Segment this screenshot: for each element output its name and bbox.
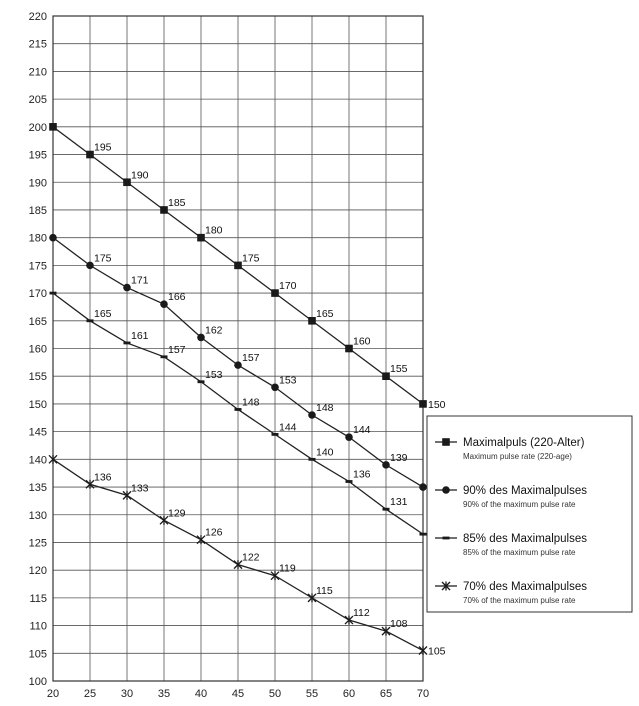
y-tick-label: 130 bbox=[28, 509, 47, 522]
y-tick-label: 100 bbox=[28, 676, 47, 688]
data-label: 162 bbox=[205, 324, 223, 337]
data-label: 150 bbox=[428, 398, 446, 411]
y-tick-label: 215 bbox=[28, 38, 47, 51]
data-label: 165 bbox=[316, 307, 334, 320]
legend-sublabel: 90% of the maximum pulse rate bbox=[463, 500, 576, 509]
y-tick-label: 175 bbox=[28, 260, 47, 273]
data-label: 175 bbox=[94, 252, 112, 265]
x-tick-label: 60 bbox=[342, 688, 356, 700]
data-point bbox=[345, 433, 353, 441]
y-tick-label: 180 bbox=[28, 232, 47, 245]
data-label: 185 bbox=[168, 196, 186, 209]
data-point bbox=[123, 284, 131, 292]
data-point bbox=[383, 508, 390, 511]
legend-label: 90% des Maximalpulses bbox=[463, 485, 588, 497]
data-label: 136 bbox=[353, 468, 371, 481]
y-tick-label: 165 bbox=[28, 315, 47, 328]
data-label: 180 bbox=[205, 224, 223, 237]
data-point bbox=[161, 355, 168, 358]
y-tick-label: 170 bbox=[28, 288, 47, 301]
y-tick-label: 145 bbox=[28, 426, 47, 439]
x-axis-ticks bbox=[47, 688, 429, 700]
data-point bbox=[86, 151, 94, 159]
data-point bbox=[160, 516, 168, 525]
y-tick-label: 150 bbox=[28, 398, 47, 411]
y-tick-label: 160 bbox=[28, 343, 47, 356]
y-tick-label: 110 bbox=[29, 620, 47, 633]
y-tick-label: 195 bbox=[28, 149, 47, 162]
data-point bbox=[346, 480, 353, 483]
x-tick-label: 70 bbox=[416, 688, 430, 700]
legend-label: Maximalpuls (220-Alter) bbox=[463, 437, 585, 449]
data-point bbox=[420, 533, 427, 536]
legend-marker bbox=[442, 486, 450, 494]
data-point bbox=[419, 646, 427, 655]
data-label: 190 bbox=[131, 169, 149, 182]
x-tick-label: 25 bbox=[83, 688, 97, 700]
data-point bbox=[271, 571, 279, 580]
data-point bbox=[419, 400, 427, 408]
data-label: 144 bbox=[353, 424, 371, 437]
data-point bbox=[197, 334, 205, 342]
data-label: 115 bbox=[316, 584, 333, 597]
legend-marker bbox=[443, 537, 450, 540]
data-point bbox=[271, 383, 279, 391]
data-label: 133 bbox=[131, 482, 149, 495]
data-point bbox=[271, 289, 279, 297]
data-label: 175 bbox=[242, 252, 260, 265]
data-point bbox=[49, 123, 57, 131]
data-point bbox=[86, 480, 94, 489]
data-label: 160 bbox=[353, 335, 371, 348]
data-point bbox=[123, 491, 131, 500]
data-label: 153 bbox=[205, 368, 223, 381]
data-point bbox=[419, 483, 427, 491]
data-label: 126 bbox=[205, 526, 223, 539]
x-tick-label: 50 bbox=[268, 688, 282, 700]
y-tick-label: 115 bbox=[29, 592, 47, 605]
data-point bbox=[197, 234, 205, 242]
data-label: 144 bbox=[279, 421, 297, 434]
data-label: 195 bbox=[94, 141, 112, 154]
data-label: 122 bbox=[242, 551, 260, 564]
data-label: 171 bbox=[131, 274, 149, 287]
y-tick-label: 105 bbox=[28, 648, 47, 661]
grid bbox=[53, 16, 423, 681]
data-label: 148 bbox=[242, 396, 260, 409]
data-label: 136 bbox=[94, 471, 112, 484]
data-label: 157 bbox=[242, 352, 260, 365]
data-label: 153 bbox=[279, 374, 297, 387]
y-tick-label: 155 bbox=[28, 371, 47, 384]
data-point bbox=[124, 342, 131, 345]
y-tick-label: 210 bbox=[28, 66, 47, 79]
x-tick-label: 65 bbox=[379, 688, 393, 700]
data-point bbox=[160, 206, 168, 214]
data-label: 165 bbox=[94, 307, 112, 320]
data-label: 131 bbox=[390, 496, 408, 509]
y-tick-label: 205 bbox=[28, 94, 47, 107]
data-label: 170 bbox=[279, 280, 297, 293]
y-tick-label: 120 bbox=[28, 565, 47, 578]
x-tick-label: 20 bbox=[46, 688, 60, 700]
data-point bbox=[234, 262, 242, 270]
data-point bbox=[272, 433, 279, 436]
x-tick-label: 45 bbox=[231, 688, 245, 700]
data-point bbox=[308, 317, 316, 325]
data-label: 119 bbox=[279, 562, 296, 575]
data-point bbox=[198, 380, 205, 383]
x-tick-label: 40 bbox=[194, 688, 208, 700]
data-point bbox=[234, 560, 242, 569]
data-point bbox=[345, 616, 353, 625]
x-tick-label: 55 bbox=[305, 688, 319, 700]
x-tick-label: 35 bbox=[157, 688, 171, 700]
y-tick-label: 185 bbox=[28, 204, 47, 217]
y-tick-label: 190 bbox=[28, 177, 47, 190]
data-label: 112 bbox=[353, 607, 370, 620]
y-tick-label: 125 bbox=[28, 537, 47, 550]
data-point bbox=[160, 300, 168, 308]
data-point bbox=[234, 361, 242, 369]
legend bbox=[427, 416, 632, 612]
data-point bbox=[308, 411, 316, 419]
data-point bbox=[345, 345, 353, 353]
data-point bbox=[50, 292, 57, 295]
data-point bbox=[382, 627, 390, 636]
data-label: 108 bbox=[390, 618, 408, 631]
data-label: 139 bbox=[390, 451, 408, 464]
x-tick-label: 30 bbox=[120, 688, 134, 700]
data-label: 166 bbox=[168, 291, 186, 304]
legend-sublabel: 85% of the maximum pulse rate bbox=[463, 548, 576, 557]
data-label: 157 bbox=[168, 343, 186, 356]
y-tick-label: 140 bbox=[28, 454, 47, 467]
data-point bbox=[382, 461, 390, 469]
data-point bbox=[86, 262, 94, 270]
legend-sublabel: 70% of the maximum pulse rate bbox=[463, 596, 576, 605]
data-point bbox=[235, 408, 242, 411]
y-tick-label: 200 bbox=[28, 121, 47, 134]
legend-label: 85% des Maximalpulses bbox=[463, 533, 588, 545]
data-label: 105 bbox=[428, 645, 446, 658]
y-tick-label: 135 bbox=[28, 482, 47, 495]
y-tick-label: 220 bbox=[28, 11, 47, 23]
data-point bbox=[87, 319, 94, 322]
data-label: 155 bbox=[390, 363, 408, 376]
y-axis-ticks bbox=[29, 11, 47, 688]
legend-label: 70% des Maximalpulses bbox=[463, 581, 588, 593]
data-label: 129 bbox=[168, 507, 186, 520]
data-label: 148 bbox=[316, 402, 334, 414]
data-point bbox=[197, 535, 205, 544]
legend-marker bbox=[442, 438, 450, 446]
data-label: 161 bbox=[131, 329, 149, 342]
data-point bbox=[123, 178, 131, 186]
data-label: 140 bbox=[316, 446, 334, 459]
data-point bbox=[309, 458, 316, 461]
data-point bbox=[49, 234, 57, 242]
data-point bbox=[382, 372, 390, 380]
legend-sublabel: Maximum pulse rate (220-age) bbox=[463, 452, 572, 461]
